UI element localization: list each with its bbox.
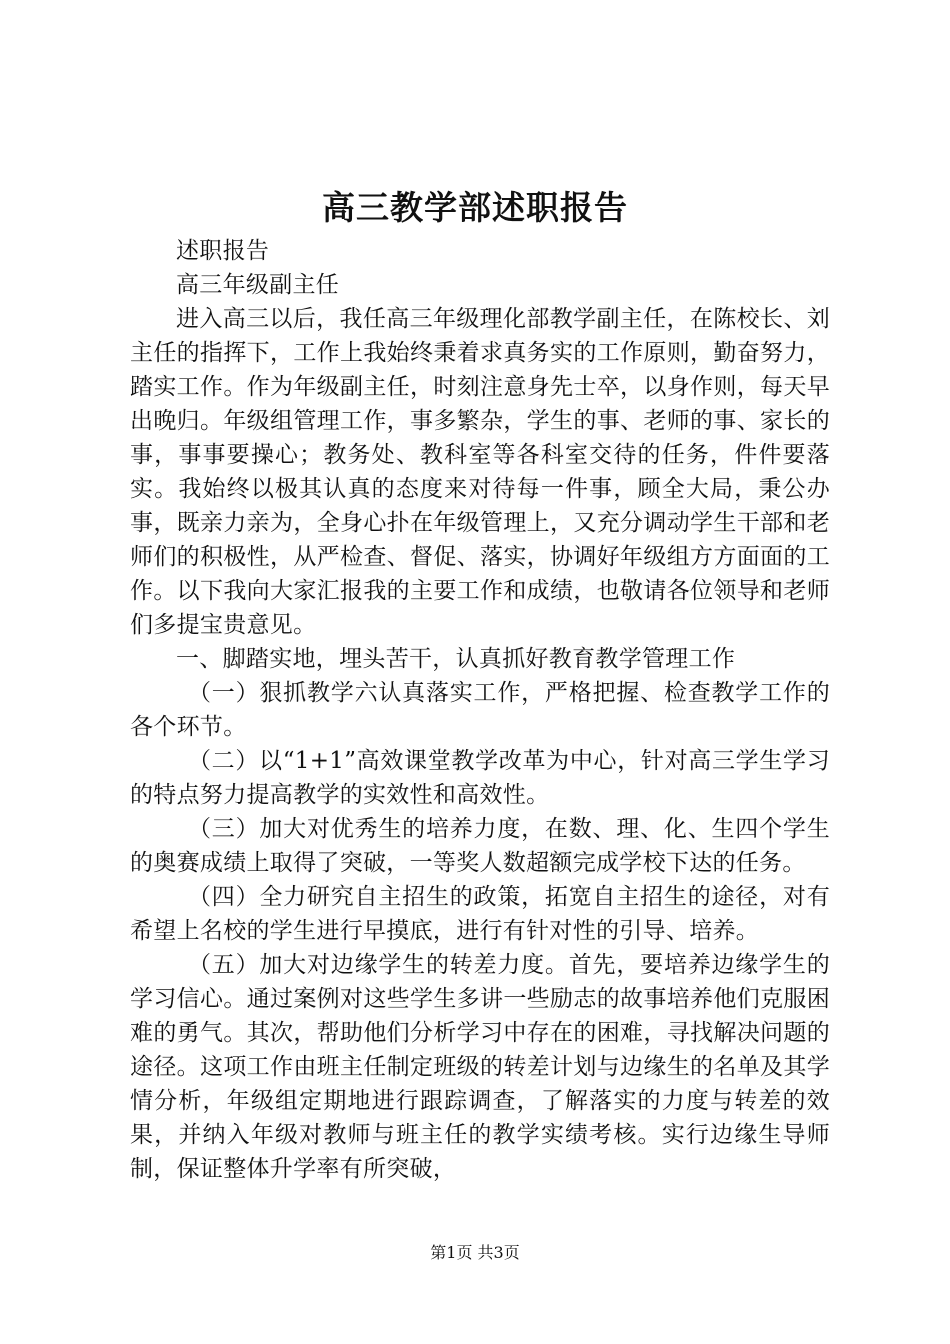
document-title: 高三教学部述职报告 <box>322 188 628 227</box>
page-number-footer: 第1页 共3页 <box>430 1243 520 1262</box>
paragraph-item-1: （一）狠抓教学六认真落实工作，严格把握、检查教学工作的各个环节。 <box>130 680 830 740</box>
paragraph-intro: 进入高三以后，我任高三年级理化部教学副主任，在陈校长、刘主任的指挥下，工作上我始终秉着求真务实的工作原则，勤奋努力，踏实工作。作为年级副主任，时刻注意身先士卒，以身作则，每天早出晚归。年级组管理工作，事多繁杂，学生的事、老师的事、家长的事，事事要操心；教务处、教科室等各科室交待的任务，件件要落实。我始终以极其认真的态度来对待每一件事，顾全大局，秉公办事，既亲力亲为，全身心扑在年级管理上，又充分调动学生干部和老师们的积极性，从严检查、督促、落实，协调好年级组方方面面的工作。以下我向大家汇报我的主要工作和成绩，也敬请各位领导和老师们多提宝贵意见。 <box>130 306 830 638</box>
paragraph-item-5: （五）加大对边缘学生的转差力度。首先，要培养边缘学生的学习信心。通过案例对这些学生多讲一些励志的故事培养他们克服困难的勇气。其次，帮助他们分析学习中存在的困难，寻找解决问题的途径。这项工作由班主任制定班级的转差计划与边缘生的名单及其学情分析，年级组定期地进行跟踪调查，了解落实的力度与转差的效果，并纳入年级对教师与班主任的教学实绩考核。实行边缘生导师制，保证整体升学率有所突破， <box>130 952 830 1182</box>
paragraph-heading-label: 述职报告 <box>176 238 270 264</box>
document-body <box>130 234 830 1186</box>
section-heading-1: 一、脚踏实地，埋头苦干，认真抓好教育教学管理工作 <box>176 646 736 672</box>
paragraph-item-2: （二）以“1+1”高效课堂教学改革为中心，针对高三学生学习的特点努力提高教学的实效性和高效性。 <box>130 748 830 808</box>
paragraph-item-3: （三）加大对优秀生的培养力度，在数、理、化、生四个学生的奥赛成绩上取得了突破，一等奖人数超额完成学校下达的任务。 <box>130 816 830 876</box>
paragraph-item-4: （四）全力研究自主招生的政策，拓宽自主招生的途径，对有希望上名校的学生进行早摸底，进行有针对性的引导、培养。 <box>130 884 830 944</box>
paragraph-author-role: 高三年级副主任 <box>176 272 340 298</box>
